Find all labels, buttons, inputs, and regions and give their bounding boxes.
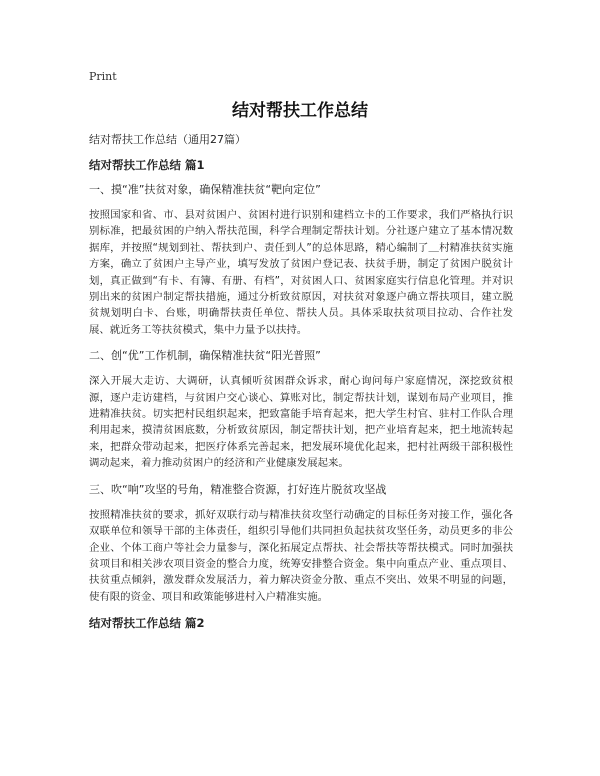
section-3-paragraph: 按照精准扶贫的要求，抓好双联行动与精准扶贫攻坚行动确定的目标任务对接工作，强化各双联单位和领导干部的主体责任，组织引导他们共同担负起扶贫攻坚任务，动员更多的非公企业、个体工商户等社会力量参与，深化拓展定点帮扶、社会帮扶等帮扶模式。同时加强扶贫项目和相关涉农项目资金的整合力度，统筹安排整合资金。集中向重点产业、重点项目、扶贫重点倾斜，激发群众发展活力，着力解决资金分散、重点不突出、效果不明显的问题，使有限的资金、项目和政策能够进村入户精准实施。 [89, 508, 513, 603]
document-body [89, 132, 513, 640]
part-2-heading: 结对帮扶工作总结 篇2 [89, 616, 205, 631]
section-2-paragraph: 深入开展大走访、大调研，认真倾听贫困群众诉求，耐心询问每户家庭情况，深挖致贫根源，逐户走访建档，与贫困户交心谈心、算账对比，制定帮扶计划，谋划布局产业项目，推进精准扶贫。切实把村民组织起来，把致富能手培育起来，把大学生村官、驻村工作队合理利用起来，摸清贫困底数，分析致贫原因，制定帮扶计划，把产业培育起来，把土地流转起来，把群众带动起来，把医疗体系完善起来，把发展环境优化起来，把村社两级干部积极性调动起来，着力推动贫困户的经济和产业健康发展起来。 [89, 375, 513, 470]
document-subtitle: 结对帮扶工作总结（通用27篇） [89, 133, 246, 146]
section-3-heading: 三、吹“响”攻坚的号角，精准整合资源，打好连片脱贫攻坚战 [89, 482, 387, 496]
section-1-paragraph: 按照国家和省、市、县对贫困户、贫困村进行识别和建档立卡的工作要求，我们严格执行识别标准，把最贫困的户纳入帮扶范围，科学合理制定帮扶计划。分社逐户建立了基本情况数据库，并按照“规划到社、帮扶到户、责任到人”的总体思路，精心编制了＿村精准扶贫实施方案，确立了贫困户主导产业，填写发放了贫困户登记表、扶贫手册，制定了贫困户脱贫计划，真正做到“有卡、有簿、有册、有档”，对贫困人口、贫困家庭实行信息化管理。并对识别出来的贫困户制定帮扶措施，通过分析致贫原因，对扶贫对象逐户确立帮扶项目，建立脱贫规划明白卡、台账，明确帮扶责任单位、帮扶人员。具体采取扶贫项目拉动、合作社发展、就近务工等扶贫模式，集中力量予以扶持。 [89, 209, 513, 336]
print-link[interactable]: Print [89, 70, 117, 83]
section-2-heading: 二、创“优”工作机制，确保精准扶贫“阳光普照” [89, 349, 321, 363]
part-1-heading: 结对帮扶工作总结 篇1 [89, 158, 205, 172]
section-1-heading: 一、摸“准”扶贫对象，确保精准扶贫“靶向定位” [89, 183, 321, 196]
document-title: 结对帮扶工作总结 [232, 101, 368, 121]
